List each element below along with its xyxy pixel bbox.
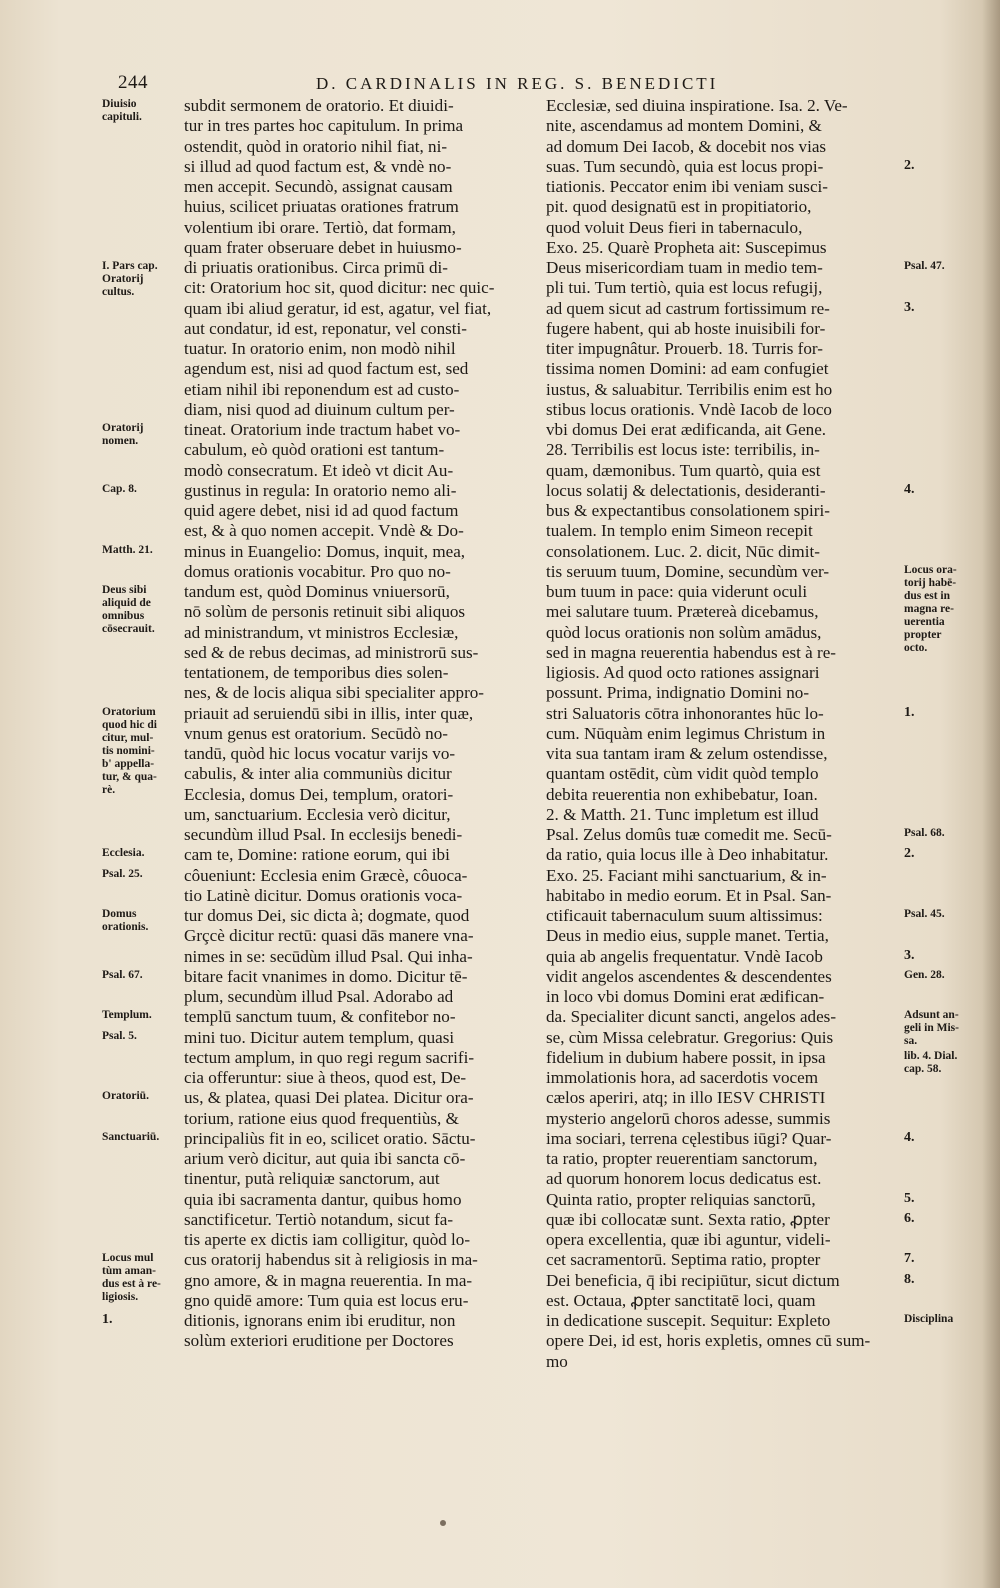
text-line: bitare facit vnanimes in domo. Dicitur tē- — [184, 966, 468, 986]
text-line: locus solatij & delectationis, desideranti- — [546, 480, 826, 500]
margin-note: Locus mul tùm aman- dus est à re- ligiosis. — [102, 1252, 161, 1304]
text-line: Ecclesia, domus Dei, templum, oratori- — [184, 784, 454, 804]
text-line: quam ibi aliud geratur, id est, agatur, vel fiat, — [184, 298, 492, 318]
text-line: ditionis, ignorans enim ibi eruditur, non — [184, 1311, 456, 1330]
text-line: vita sua tantam iram & zelum ostendisse, — [546, 744, 828, 763]
text-line: immolationis hora, ad sacerdotis vocem — [546, 1068, 819, 1087]
margin-note: 8. — [904, 1271, 915, 1287]
text-line: mini tuo. Dicitur autem templum, quasi — [184, 1027, 455, 1047]
text-line: us, & platea, quasi Dei platea. Dicitur ora- — [184, 1088, 474, 1108]
text-line: nite, ascendamus ad montem Domini, & — [546, 116, 822, 136]
text-line: tur in tres partes hoc capitulum. In prima — [184, 116, 464, 136]
text-line: nō solùm de personis retinuit sibi aliquos — [184, 602, 466, 622]
text-line: stri Saluatoris cōtra inhonorantes hūc lo- — [546, 703, 824, 723]
text-line: 28. Terribilis est locus iste: terribilis, in- — [546, 440, 820, 460]
text-line: ima sociari, terrena cęlestibus iūgi? Quar- — [546, 1128, 832, 1148]
text-line: vnum genus est oratorium. Secūdò no- — [184, 723, 448, 743]
text-line: Psal. Zelus domûs tuæ comedit me. Secū- — [546, 825, 832, 844]
text-line: possunt. Prima, indignatio Domini no- — [546, 683, 810, 703]
text-line: tur domus Dei, sic dicta à; dogmate, quod — [184, 906, 470, 925]
text-line: mysterio angelorū choros adesse, summis — [546, 1108, 831, 1128]
text-line: etiam nihil ibi reponendum est ad custo- — [184, 379, 460, 399]
text-line: consolationem. Luc. 2. dicit, Nūc dimit- — [546, 541, 820, 561]
text-line: templū sanctum tuum, & confitebor no- — [184, 1007, 456, 1027]
text-line: Dei beneficia, q̄ ibi recipiūtur, sicut dictum — [546, 1270, 840, 1290]
text-line: gno quidē amore: Tum quia est locus eru- — [184, 1290, 469, 1310]
text-line: quæ ibi collocatæ sunt. Sexta ratio, ꝓpter — [546, 1209, 830, 1229]
text-line: opera excellentia, quæ ibi aguntur, videli- — [546, 1230, 831, 1249]
text-line: pli tui. Tum tertiò, quia est locus refugij, — [546, 278, 823, 298]
text-line: secundùm illud Psal. In ecclesijs benedi- — [184, 825, 463, 844]
text-line: quia ibi sacramenta dantur, quibus homo — [184, 1189, 462, 1209]
text-line: volentium ibi orare. Tertiò, dat formam, — [184, 217, 456, 237]
text-line: men accepit. Secundò, assignat causam — [184, 177, 453, 196]
text-line: arium verò dicitur, aut quia ibi sancta cō- — [184, 1149, 466, 1168]
margin-note: Cap. 8. — [102, 482, 137, 495]
text-line: subdit sermonem de oratorio. Et diuidi- — [184, 96, 454, 115]
text-line: quod voluit Deus fieri in tabernaculo, — [546, 217, 803, 237]
ink-blot — [440, 1520, 446, 1526]
text-line: plum, secundùm illud Psal. Adorabo ad — [184, 987, 454, 1006]
text-line: mei salutare tuum. Prætereà dicebamus, — [546, 602, 819, 622]
margin-note: 3. — [904, 299, 915, 315]
text-line: ctificauit tabernaculum suum altissimus: — [546, 906, 823, 925]
margin-note: Sanctuariū. — [102, 1130, 160, 1143]
text-line: se, cùm Missa celebratur. Gregorius: Quis — [546, 1027, 834, 1047]
margin-note: Locus ora- torij habē- dus est in magna re- uerentia propter octo. — [904, 563, 957, 654]
text-line: fidelium in dubium habere possit, in ipsa — [546, 1047, 826, 1067]
text-line: est, & à quo nomen accepit. Vndè & Do- — [184, 521, 464, 541]
text-line: vbi domus Dei erat ædificanda, ait Gene. — [546, 420, 827, 439]
text-line: pit. quod designatū est in propitiatorio, — [546, 197, 812, 217]
text-line: gno amore, & in magna reuerentia. In ma- — [184, 1270, 473, 1290]
text-line: iustus, & saluabitur. Terribilis enim est ho — [546, 379, 833, 399]
text-line: cet sacramentorū. Septima ratio, propter — [546, 1250, 821, 1270]
text-line: tiationis. Peccator enim ibi veniam susci- — [546, 177, 828, 196]
margin-note: Oratorium quod hic di citur, mul- tis nomini- b' appella- tur, & qua- rè. — [102, 705, 157, 796]
text-line: tentationem, de temporibus dies solen- — [184, 663, 449, 682]
margin-note: Diuisio capituli. — [102, 98, 142, 123]
text-line: mo — [546, 1351, 568, 1371]
text-line: da. Specialiter dicunt sancti, angelos ades- — [546, 1007, 837, 1027]
text-line: tinentur, putà reliquiæ sanctorum, aut — [184, 1169, 440, 1189]
text-line: quòd locus orationis non solùm amādus, — [546, 622, 822, 642]
right-text-column — [546, 96, 900, 1372]
margin-note: Disciplina — [904, 1313, 954, 1325]
text-line: cit: Oratorium hoc sit, quod dicitur: nec quic- — [184, 278, 495, 298]
text-line: habitabo in medio eorum. Et in Psal. San- — [546, 885, 832, 905]
text-line: vidit angelos ascendentes & descendentes — [546, 966, 832, 986]
text-line: cabulum, eò quòd orationi est tantum- — [184, 440, 445, 460]
margin-note: 1. — [102, 1312, 113, 1327]
margin-note: Oratorij nomen. — [102, 422, 144, 447]
running-title: D. CARDINALIS IN REG. S. BENEDICTI — [316, 74, 719, 93]
text-line: ta ratio, propter reuerentiam sanctorum, — [546, 1149, 818, 1168]
margin-note: Gen. 28. — [904, 968, 945, 981]
margin-note: 5. — [904, 1190, 915, 1206]
text-line: tissima nomen Domini: ad eam confugiet — [546, 359, 829, 379]
margin-note: 4. — [904, 481, 915, 497]
text-line: quam frater obseruare debet in huiusmo- — [184, 237, 462, 257]
page-number: 244 — [118, 72, 148, 93]
margin-note: Psal. 67. — [102, 968, 143, 981]
margin-note: Matth. 21. — [102, 543, 153, 556]
text-line: da ratio, quia locus ille à Deo inhabitatur. — [546, 845, 829, 865]
text-line: Grçcè dicitur rectū: quasi dās manere vna- — [184, 926, 474, 946]
text-line: ad ministrandum, vt ministros Ecclesiæ, — [184, 622, 459, 642]
text-line: côueniunt: Ecclesia enim Græcè, côuoca- — [184, 865, 468, 885]
text-line: quam, dæmonibus. Tum quartò, quia est — [546, 460, 821, 480]
text-line: tualem. In templo enim Simeon recepit — [546, 521, 813, 541]
text-line: bum tuum in pace: quia viderunt oculi — [546, 582, 808, 601]
text-line: sed in magna reuerentia habendus est à re- — [546, 642, 836, 662]
margin-note: 4. — [904, 1129, 915, 1145]
margin-note: Psal. 45. — [904, 908, 945, 920]
text-line: tandum est, quòd Dominus vniuersorū, — [184, 582, 450, 601]
text-line: modò consecratum. Et ideò vt dicit Au- — [184, 460, 454, 480]
text-line: Ecclesiæ, sed diuina inspiratione. Isa. 2. Ve- — [546, 96, 848, 115]
text-line: cam te, Domine: ratione eorum, qui ibi — [184, 845, 450, 865]
text-line: domus orationis vocabitur. Pro quo no- — [184, 561, 451, 581]
text-line: diam, nisi quod ad diuinum cultum per- — [184, 399, 455, 419]
text-line: torium, ratione eius quod frequentiùs, & — [184, 1108, 459, 1128]
text-line: quantam ostēdit, cùm vidit quòd templo — [546, 764, 819, 784]
text-line: stibus locus orationis. Vndè Iacob de loco — [546, 399, 832, 419]
text-line: um, sanctuarium. Ecclesia verò dicitur, — [184, 804, 451, 824]
text-line: nimes in se: secūdùm illud Psal. Qui inha- — [184, 946, 473, 966]
text-line: aut condatur, id est, reponatur, vel consti- — [184, 318, 467, 338]
text-line: gustinus in regula: In oratorio nemo ali- — [184, 480, 457, 500]
text-line: ad domum Dei Iacob, & docebit nos vias — [546, 136, 827, 156]
margin-note: Domus orationis. — [102, 908, 149, 933]
text-line: cum. Nūquàm enim legimus Christum in — [546, 723, 826, 743]
running-head — [0, 72, 1000, 98]
text-line: cia offeruntur: siue à theos, quod est, De- — [184, 1068, 467, 1087]
text-line: sanctificetur. Tertiò notandum, sicut fa- — [184, 1209, 454, 1229]
text-line: tineat. Oratorium inde tractum habet vo- — [184, 420, 461, 439]
text-line: Quinta ratio, propter reliquias sanctorū, — [546, 1189, 816, 1209]
text-line: cælos aperiri, atq; in illo IESV CHRISTI — [546, 1088, 826, 1108]
text-line: 2. & Matth. 21. Tunc impletum est illud — [546, 804, 819, 824]
text-line: cus oratorij habendus sit à religiosis in ma- — [184, 1250, 478, 1270]
text-line: quid agere debet, nisi id ad quod factum — [184, 501, 459, 520]
text-line: cabulis, & inter alia communiùs dicitur — [184, 764, 452, 784]
margin-note: Oratoriū. — [102, 1090, 149, 1103]
text-line: huius, scilicet priuatas orationes fratrum — [184, 197, 459, 217]
text-line: priauit ad seruiendū sibi in illis, inter quæ, — [184, 703, 474, 723]
text-line: in dedicatione suscepit. Sequitur: Expleto — [546, 1311, 831, 1330]
margin-note: I. Pars cap. Oratorij cultus. — [102, 260, 158, 298]
margin-note: 1. — [904, 704, 915, 720]
text-line: agendum est, nisi ad quod factum est, sed — [184, 359, 469, 379]
text-line: tis seruum tuum, Domine, secundùm ver- — [546, 561, 830, 581]
text-line: quia ab angelis frequentatur. Vndè Iacob — [546, 946, 823, 966]
text-line: tis aperte ex dictis iam colligitur, quòd lo- — [184, 1230, 471, 1249]
text-line: nes, & de locis aliqua sibi specialiter appro- — [184, 683, 485, 703]
margin-note: Adsunt an- geli in Mis- sa. — [904, 1009, 959, 1048]
text-line: tandū, quòd hic locus vocatur varijs vo- — [184, 744, 456, 763]
margin-note: 7. — [904, 1251, 915, 1267]
margin-note: Psal. 47. — [904, 260, 945, 272]
text-line: bus & expectantibus consolationem spiri- — [546, 501, 830, 520]
text-line: Exo. 25. Quarè Propheta ait: Suscepimus — [546, 237, 827, 257]
margin-note: Templum. — [102, 1009, 152, 1022]
margin-note: 3. — [904, 947, 915, 963]
margin-note: 2. — [904, 157, 915, 173]
text-line: in loco vbi domus Domini erat ædifican- — [546, 987, 825, 1006]
margin-note: Ecclesia. — [102, 847, 145, 860]
text-line: Exo. 25. Faciant mihi sanctuarium, & in- — [546, 865, 827, 885]
text-line: suas. Tum secundò, quia est locus propi- — [546, 156, 824, 176]
text-line: di priuatis orationibus. Circa primū di- — [184, 258, 448, 277]
margin-note: 2. — [904, 846, 915, 862]
margin-note: Deus sibi aliquid de omnibus cōsecrauit. — [102, 584, 155, 635]
text-line: tectum amplum, in quo regi regum sacrifi- — [184, 1047, 475, 1067]
text-line: sed & de rebus decimas, ad ministrorū sus- — [184, 642, 479, 662]
text-line: Deus misericordiam tuam in medio tem- — [546, 258, 823, 277]
text-line: tuatur. In oratorio enim, non modò nihil — [184, 339, 456, 358]
text-line: debita reuerentia non exhibebatur, Ioan. — [546, 784, 818, 804]
left-text-column — [184, 96, 528, 1352]
margin-note: 6. — [904, 1210, 915, 1226]
text-line: solùm exteriori eruditione per Doctores — [184, 1331, 454, 1351]
text-line: tio Latinè dicitur. Domus orationis voca- — [184, 885, 463, 905]
margin-note: Psal. 25. — [102, 867, 143, 880]
text-line: Deus in medio eius, supple manet. Tertia, — [546, 926, 829, 946]
text-line: minus in Euangelio: Domus, inquit, mea, — [184, 541, 466, 561]
text-line: est. Octaua, ꝓpter sanctitatē loci, quam — [546, 1290, 816, 1310]
text-line: titer impugnâtur. Prouerb. 18. Turris for- — [546, 339, 823, 358]
margin-note: Psal. 5. — [102, 1029, 137, 1042]
margin-note: lib. 4. Dial. cap. 58. — [904, 1049, 958, 1075]
page-edge-shadow — [982, 0, 1000, 1588]
text-line: opere Dei, id est, horis expletis, omnes cū sum- — [546, 1331, 871, 1351]
text-line: fugere habent, qui ab hoste inuisibili for- — [546, 318, 826, 338]
margin-note: Psal. 68. — [904, 827, 945, 839]
text-line: principaliùs fit in eo, scilicet oratio. Sāctu- — [184, 1128, 476, 1148]
text-line: si illud ad quod factum est, & vndè no- — [184, 156, 452, 176]
text-line: ostendit, quòd in oratorio nihil fiat, ni- — [184, 136, 448, 156]
text-line: ad quorum honorem locus dedicatus est. — [546, 1169, 822, 1189]
text-line: ligiosis. Ad quod octo rationes assignari — [546, 663, 820, 682]
text-line: ad quem sicut ad castrum fortissimum re- — [546, 298, 830, 318]
